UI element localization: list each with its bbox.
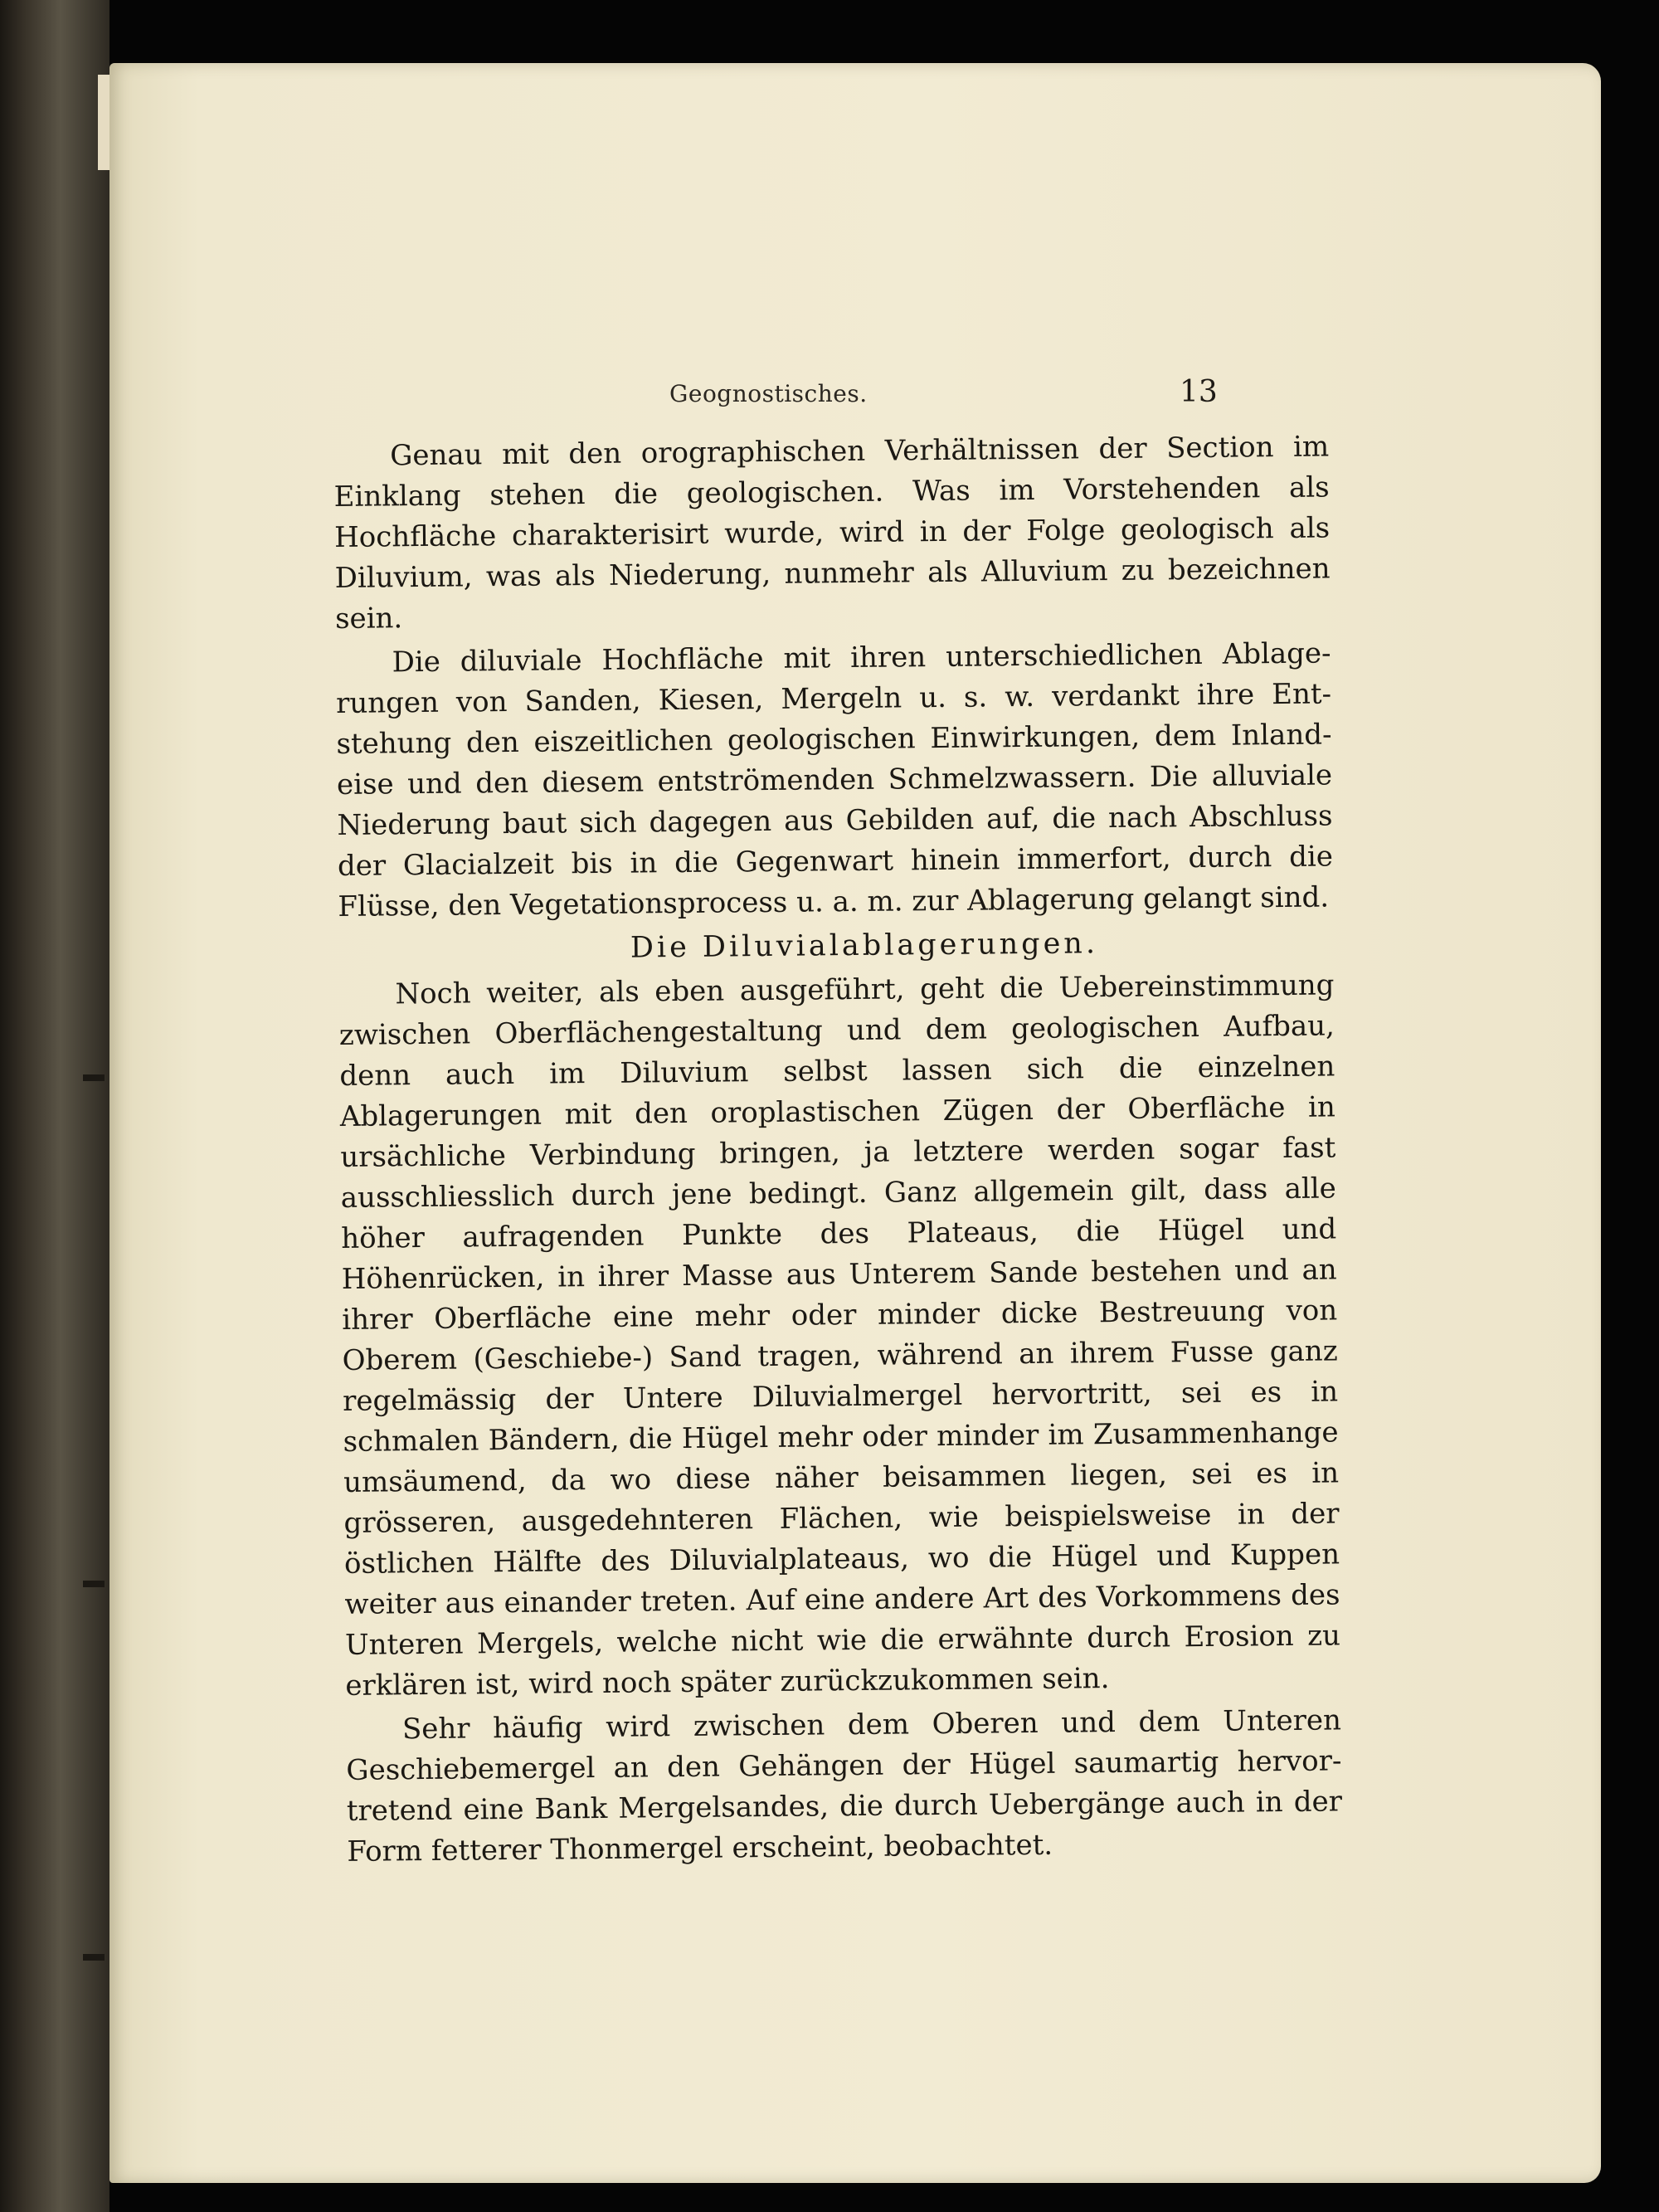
gutter-mark: [83, 1954, 105, 1961]
gutter-mark: [83, 1074, 105, 1081]
paragraph: Genau mit den orographischen Verhältnissen der Section im Einklang stehen die geologischen. Was im Vorstehenden als Hochfläche charakterisirt wurde, wird in der Folge geologisch als Diluvium, was als Niederung, nunmehr als Alluvium zu bezeichnen sein.: [333, 430, 1331, 636]
body-text: [333, 426, 1343, 1875]
paragraph: Die diluviale Hochfläche mit ihren unterschiedlichen Ablagerungen von Sanden, Kiesen, Mergeln u. s. w. verdankt ihre Entstehung den eiszeitlichen geologischen Einwirkungen, dem Inlandeise und den diesem entströmenden Schmelzwassern. Die alluviale Niederung baut sich dagegen aus Gebilden auf, die nach Abschluss der Glacialzeit bis in die Gegenwart hinein immerfort, durch die Flüsse, den Vegetationsprocess u. a. m. zur Ablagerung gelangt sind.: [335, 636, 1334, 923]
paragraph: Noch weiter, als eben ausgeführt, geht die Uebereinstimmung zwischen Oberflächengestaltung und dem geologischen Aufbau, denn auch im Diluvium selbst lassen sich die einzelnen Ablagerungen mit den oroplastischen Zügen der Oberfläche in ursächliche Verbindung bringen, ja letztere werden sogar fast ausschliesslich durch jene bedingt. Ganz allgemein gilt, dass alle höher aufragenden Punkte des Plateaus, die Hügel und Höhenrücken, in ihrer Masse aus Unterem Sande bestehen und an ihrer Oberfläche eine mehr oder minder dicke Bestreuung von Oberem (Geschiebe-) Sand tragen, während an ihrem Fusse ganz regelmässig der Untere Diluvialmergel hervortritt, sei es in schmalen Bändern, die Hügel mehr oder minder im Zusammenhange umsäumend, da wo diese näher beisammen liegen, sei es in grösseren, ausgedehnteren Flächen, wie beispielsweise in der östlichen Hälfte des Diluvialplateaus, wo die Hügel und Kuppen weiter aus einander treten. Auf eine andere Art des Vorkommens des Unteren Mergels, welche nicht wie die erwähnte durch Erosion zu erklären ist, wird noch später zurückzukommen sein.: [338, 968, 1341, 1703]
running-head: [109, 375, 1601, 417]
book-page: [109, 63, 1601, 2183]
page-number: 13: [1180, 375, 1218, 409]
section-heading: Die Diluvialablagerungen.: [630, 927, 1099, 965]
running-title: Geognostisches.: [669, 380, 868, 407]
facing-page-edge: [0, 0, 109, 2212]
gutter-mark: [83, 1581, 105, 1587]
paragraph: Sehr häufig wird zwischen dem Oberen und dem Unteren Geschiebemergel an den Gehängen der Hügel saumartig hervortretend eine Bank Mergelsandes, die durch Uebergänge auch in der Form fetterer Thonmergel erscheint, beobachtet.: [346, 1703, 1343, 1869]
